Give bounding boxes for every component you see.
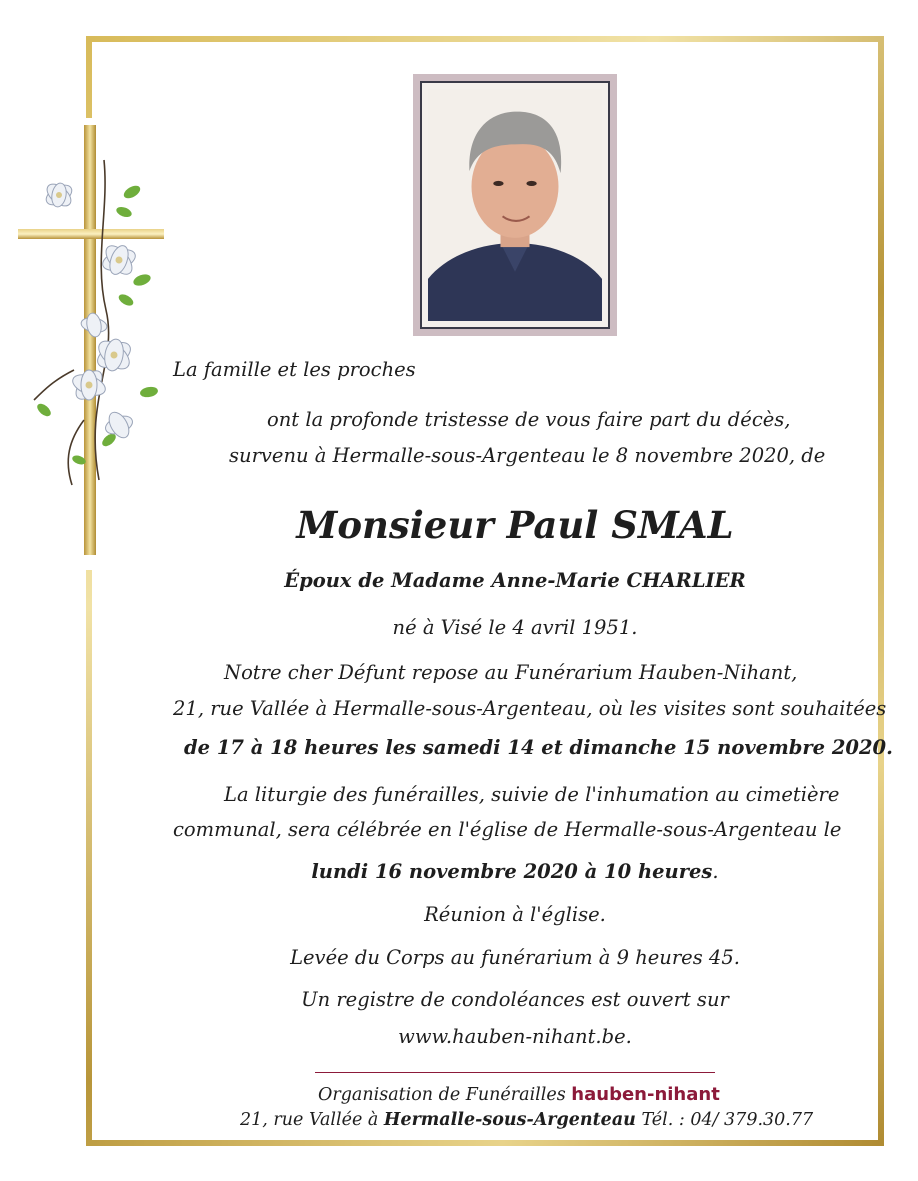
floral-cross-icon <box>14 120 174 565</box>
footer-org-line <box>318 1086 720 1105</box>
funeral-date: lundi 16 novembre 2020 à 10 heures <box>311 860 713 883</box>
footer-address-prefix: 21, rue Vallée à <box>240 1110 379 1130</box>
liturgy-line-2: communal, sera célébrée en l'église de Hermalle-sous-Argenteau le <box>173 818 842 841</box>
funeral-date-line <box>56 862 918 882</box>
birth-line: né à Visé le 4 avril 1951. <box>392 616 638 639</box>
register-line: Un registre de condoléances est ouvert sur <box>301 988 729 1011</box>
announce-line-2: survenu à Hermalle-sous-Argenteau le 8 novembre 2020, de <box>229 444 826 467</box>
footer-phone: Tél. : 04/ 379.30.77 <box>641 1110 814 1130</box>
visit-hours: de 17 à 18 heures les samedi 14 et dimanche 15 novembre 2020. <box>184 736 893 759</box>
spouse-line: Époux de Madame Anne-Marie CHARLIER <box>284 569 746 592</box>
footer-address-town: Hermalle-sous-Argenteau <box>383 1110 636 1130</box>
intro-text: La famille et les proches <box>173 358 416 381</box>
register-url[interactable]: www.hauben-nihant.be. <box>398 1025 632 1048</box>
rest-line-2: 21, rue Vallée à Hermalle-sous-Argenteau, où les visites sont souhaitées <box>173 697 887 720</box>
brand-logo: hauben-nihant <box>571 1084 720 1105</box>
footer-org-label: Organisation de Funérailles <box>318 1085 566 1105</box>
portrait-person-icon <box>428 89 602 321</box>
footer-address-line <box>240 1112 813 1130</box>
portrait-frame <box>413 74 617 336</box>
funeral-date-punct: . <box>712 860 719 883</box>
announce-line-1: ont la profonde tristesse de vous faire part du décès, <box>267 408 791 431</box>
meeting-line: Réunion à l'église. <box>424 903 606 926</box>
portrait-photo <box>420 81 610 329</box>
deceased-name: Monsieur Paul SMAL <box>296 503 734 547</box>
levee-line: Levée du Corps au funérarium à 9 heures 45. <box>290 946 740 969</box>
liturgy-line-1: La liturgie des funérailles, suivie de l'inhumation au cimetière <box>224 783 840 806</box>
rest-line-1: Notre cher Défunt repose au Funérarium Hauben-Nihant, <box>224 661 798 684</box>
footer-divider <box>315 1072 715 1073</box>
